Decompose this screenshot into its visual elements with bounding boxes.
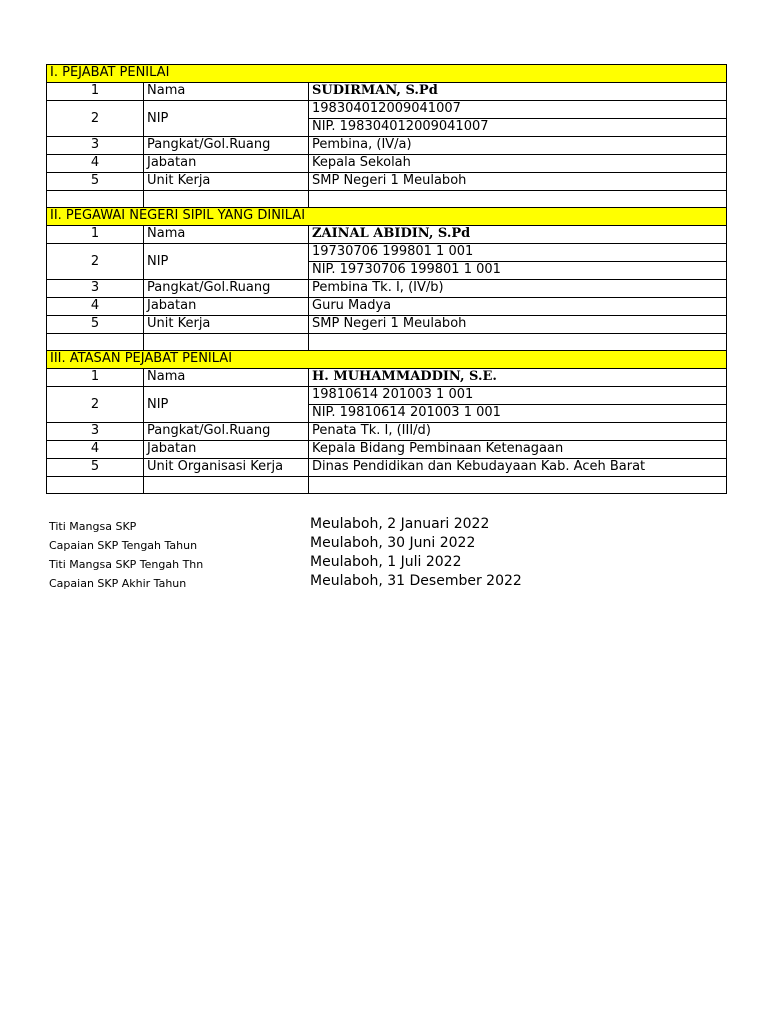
table-row xyxy=(47,101,727,119)
blank-cell xyxy=(47,477,144,494)
field-value: ZAINAL ABIDIN, S.Pd xyxy=(309,226,727,244)
skp-identity-sheet xyxy=(46,64,726,494)
field-value: Kepala Bidang Pembinaan Ketenagaan xyxy=(309,441,727,459)
field-label: Nama xyxy=(144,369,309,387)
field-value: Kepala Sekolah xyxy=(309,155,727,173)
field-value: SUDIRMAN, S.Pd xyxy=(309,83,727,101)
date-row xyxy=(49,573,729,592)
table-row xyxy=(47,226,727,244)
blank-cell xyxy=(47,191,144,208)
date-label: Capaian SKP Akhir Tahun xyxy=(49,577,187,590)
row-number: 1 xyxy=(47,83,144,101)
table-row xyxy=(47,298,727,316)
field-value: Penata Tk. I, (III/d) xyxy=(309,423,727,441)
field-label: Unit Organisasi Kerja xyxy=(144,459,309,477)
date-value: Meulaboh, 30 Juni 2022 xyxy=(310,535,476,551)
field-value-nip-formatted: NIP. 19730706 199801 1 001 xyxy=(309,262,727,280)
blank-row xyxy=(47,477,727,494)
date-row xyxy=(49,554,729,573)
field-label: NIP xyxy=(144,101,309,137)
field-label: Jabatan xyxy=(144,155,309,173)
row-number: 2 xyxy=(47,387,144,423)
table-row xyxy=(47,137,727,155)
field-label: Pangkat/Gol.Ruang xyxy=(144,137,309,155)
section-title: II. PEGAWAI NEGERI SIPIL YANG DINILAI xyxy=(47,208,727,226)
field-label: Unit Kerja xyxy=(144,173,309,191)
field-value: Pembina, (IV/a) xyxy=(309,137,727,155)
table-row xyxy=(47,369,727,387)
date-value: Meulaboh, 2 Januari 2022 xyxy=(310,516,490,532)
section-header-row xyxy=(47,65,727,83)
row-number: 4 xyxy=(47,441,144,459)
field-value-nip-formatted: NIP. 198304012009041007 xyxy=(309,119,727,137)
section-header-row xyxy=(47,208,727,226)
table-row xyxy=(47,441,727,459)
table-row xyxy=(47,173,727,191)
field-label: Jabatan xyxy=(144,441,309,459)
table-row xyxy=(47,387,727,405)
blank-cell xyxy=(144,191,309,208)
row-number: 1 xyxy=(47,226,144,244)
blank-row xyxy=(47,334,727,351)
date-value: Meulaboh, 31 Desember 2022 xyxy=(310,573,522,589)
field-label: NIP xyxy=(144,387,309,423)
table-row xyxy=(47,155,727,173)
field-value: Dinas Pendidikan dan Kebudayaan Kab. Aceh Barat xyxy=(309,459,727,477)
table-row xyxy=(47,459,727,477)
date-label: Capaian SKP Tengah Tahun xyxy=(49,539,198,552)
field-value: SMP Negeri 1 Meulaboh xyxy=(309,173,727,191)
blank-row xyxy=(47,191,727,208)
field-label: Unit Kerja xyxy=(144,316,309,334)
field-value: Pembina Tk. I, (IV/b) xyxy=(309,280,727,298)
row-number: 1 xyxy=(47,369,144,387)
field-value: Guru Madya xyxy=(309,298,727,316)
field-value: 198304012009041007 xyxy=(309,101,727,119)
blank-cell xyxy=(309,334,727,351)
table-row xyxy=(47,83,727,101)
field-label: Nama xyxy=(144,83,309,101)
blank-cell xyxy=(309,477,727,494)
blank-cell xyxy=(144,334,309,351)
table-row xyxy=(47,423,727,441)
date-label: Titi Mangsa SKP Tengah Thn xyxy=(49,558,204,571)
table-row xyxy=(47,280,727,298)
table-row xyxy=(47,316,727,334)
field-value: 19730706 199801 1 001 xyxy=(309,244,727,262)
row-number: 4 xyxy=(47,298,144,316)
row-number: 2 xyxy=(47,244,144,280)
row-number: 5 xyxy=(47,316,144,334)
dates-block xyxy=(49,516,729,592)
blank-cell xyxy=(144,477,309,494)
field-label: Jabatan xyxy=(144,298,309,316)
section-title: III. ATASAN PEJABAT PENILAI xyxy=(47,351,727,369)
date-row xyxy=(49,516,729,535)
field-value: SMP Negeri 1 Meulaboh xyxy=(309,316,727,334)
section-header-row xyxy=(47,351,727,369)
blank-cell xyxy=(47,334,144,351)
row-number: 2 xyxy=(47,101,144,137)
field-value-nip-formatted: NIP. 19810614 201003 1 001 xyxy=(309,405,727,423)
field-label: Pangkat/Gol.Ruang xyxy=(144,423,309,441)
date-row xyxy=(49,535,729,554)
table-row xyxy=(47,244,727,262)
row-number: 3 xyxy=(47,423,144,441)
row-number: 4 xyxy=(47,155,144,173)
date-label: Titi Mangsa SKP xyxy=(49,520,137,533)
blank-cell xyxy=(309,191,727,208)
field-label: NIP xyxy=(144,244,309,280)
field-value: H. MUHAMMADDIN, S.E. xyxy=(309,369,727,387)
section-title: I. PEJABAT PENILAI xyxy=(47,65,727,83)
identity-table xyxy=(46,64,727,494)
date-value: Meulaboh, 1 Juli 2022 xyxy=(310,554,462,570)
field-label: Pangkat/Gol.Ruang xyxy=(144,280,309,298)
field-value: 19810614 201003 1 001 xyxy=(309,387,727,405)
row-number: 5 xyxy=(47,173,144,191)
field-label: Nama xyxy=(144,226,309,244)
row-number: 3 xyxy=(47,137,144,155)
row-number: 3 xyxy=(47,280,144,298)
row-number: 5 xyxy=(47,459,144,477)
